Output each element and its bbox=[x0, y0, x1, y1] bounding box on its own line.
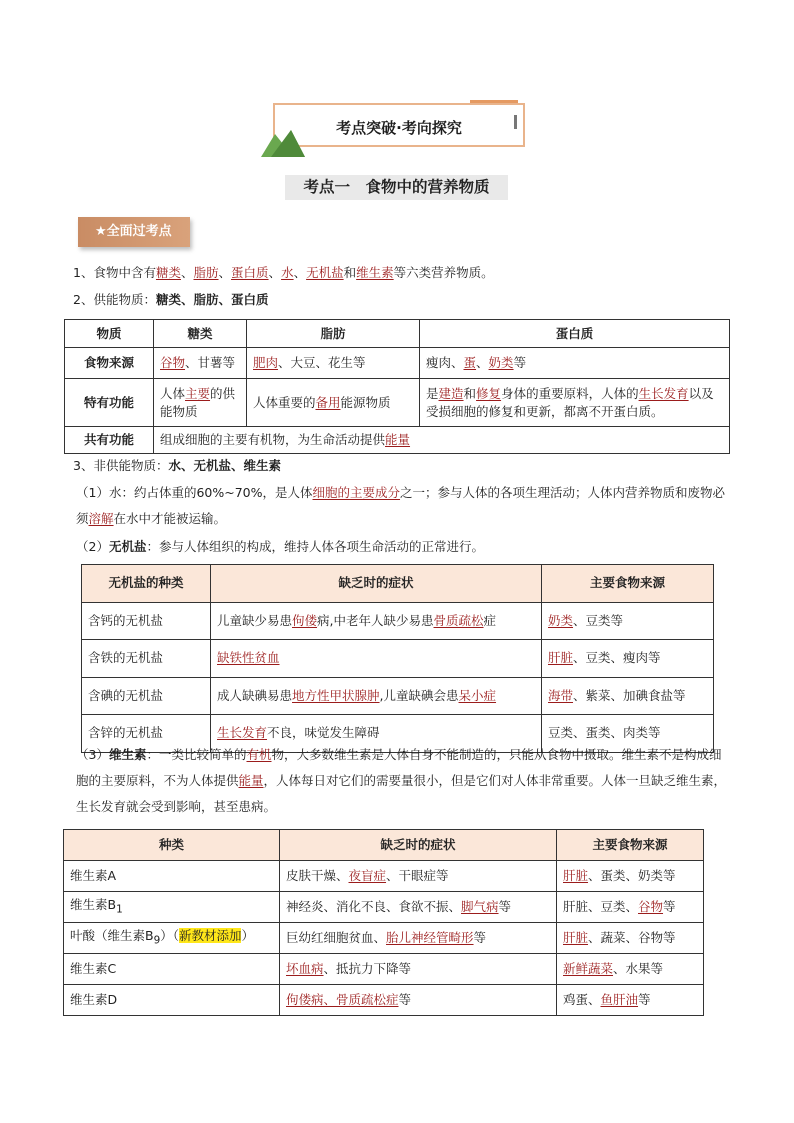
table-row bbox=[64, 954, 704, 985]
table-row bbox=[82, 602, 714, 640]
keyword: 缺铁性贫血 bbox=[217, 650, 280, 666]
keyword: 佝偻病、骨质疏松症 bbox=[286, 992, 399, 1007]
text: 、 bbox=[268, 265, 282, 280]
column-header: 糖类 bbox=[154, 320, 247, 348]
table-header-row bbox=[64, 830, 704, 861]
text: 症 bbox=[483, 612, 497, 628]
column-header: 脂肪 bbox=[247, 320, 420, 348]
table-cell bbox=[247, 348, 420, 379]
table-cell bbox=[557, 861, 704, 892]
text: 在水中才能被运输。 bbox=[113, 511, 227, 526]
text: 等 bbox=[398, 992, 412, 1007]
keyword: 佝偻 bbox=[292, 612, 318, 628]
table-row bbox=[82, 640, 714, 678]
table-header-row bbox=[82, 565, 714, 603]
text: 成人缺碘易患 bbox=[217, 687, 293, 703]
table-cell bbox=[280, 954, 557, 985]
bold-text: 无机盐 bbox=[108, 539, 147, 554]
keyword: 生长发育 bbox=[217, 725, 268, 741]
text: 、甘薯等 bbox=[185, 355, 236, 370]
keyword: 蛋 bbox=[463, 355, 477, 370]
keyword: 奶类 bbox=[548, 612, 574, 628]
bold-text: 水、无机盐、维生素 bbox=[168, 458, 281, 473]
keyword: 脚气病 bbox=[461, 899, 499, 914]
column-header: 无机盐的种类 bbox=[82, 565, 211, 603]
text: 等六类营养物质。 bbox=[393, 265, 494, 280]
text: 维生素B bbox=[70, 896, 117, 912]
keyword: 生长发育 bbox=[638, 385, 689, 401]
keyword: 新鲜蔬菜 bbox=[563, 961, 614, 976]
table-row bbox=[64, 861, 704, 892]
keyword: 呆小症 bbox=[458, 687, 497, 703]
section-banner bbox=[273, 103, 525, 147]
text: 是 bbox=[426, 385, 439, 401]
text: 等 bbox=[513, 355, 527, 370]
keyword: 溶解 bbox=[88, 511, 114, 526]
table-row bbox=[65, 427, 730, 454]
keyword: 胎儿神经管畸形 bbox=[386, 930, 474, 945]
table-header-row bbox=[65, 320, 730, 348]
table-cell bbox=[542, 677, 714, 715]
keyword: 肝脏 bbox=[563, 930, 589, 945]
text: 等 bbox=[473, 930, 487, 945]
text: ） bbox=[241, 927, 254, 943]
text: ,儿童缺碘会患 bbox=[379, 687, 459, 703]
energy-line bbox=[73, 290, 268, 310]
keyword: 脂肪 bbox=[193, 265, 219, 280]
text: 人体 bbox=[160, 385, 186, 401]
table-cell bbox=[247, 379, 420, 427]
row-header: 特有功能 bbox=[65, 379, 154, 427]
keyword: 肥肉 bbox=[253, 355, 279, 370]
bold-text: 糖类、脂肪、蛋白质 bbox=[155, 292, 269, 307]
text: （2） bbox=[76, 539, 109, 554]
text: ：参与人体组织的构成，维持人体各项生命活动的正常进行。 bbox=[146, 539, 484, 554]
keyword: 骨质疏松 bbox=[433, 612, 484, 628]
column-header: 主要食物来源 bbox=[557, 830, 704, 861]
keyword: 主要 bbox=[185, 385, 211, 401]
table-cell bbox=[542, 602, 714, 640]
table-cell bbox=[557, 923, 704, 954]
table-cell bbox=[280, 861, 557, 892]
text: 瘦肉、 bbox=[426, 355, 464, 370]
table-cell bbox=[211, 640, 542, 678]
text: 、紫菜、加碘食盐等 bbox=[573, 687, 686, 703]
table-cell bbox=[280, 892, 557, 923]
text: ：一类比较简单的 bbox=[146, 747, 247, 762]
star-icon: ★ bbox=[95, 224, 107, 239]
keyword: 修复 bbox=[476, 385, 502, 401]
keyword: 肝脏 bbox=[548, 650, 574, 666]
mountain-icon bbox=[261, 126, 305, 158]
text: 肝脏、豆类、 bbox=[563, 899, 639, 914]
keyword: 有机 bbox=[246, 747, 272, 762]
column-header: 缺乏时的症状 bbox=[211, 565, 542, 603]
text: 、 bbox=[180, 265, 194, 280]
text: 、蛋类、奶类等 bbox=[588, 868, 676, 883]
text: 、豆类、瘦肉等 bbox=[573, 650, 661, 666]
row-header: 食物来源 bbox=[65, 348, 154, 379]
keyword: 肝脏 bbox=[563, 868, 589, 883]
table-cell bbox=[280, 985, 557, 1016]
keyword: 地方性甲状腺肿 bbox=[292, 687, 380, 703]
keyword: 谷物 bbox=[160, 355, 186, 370]
text: 和 bbox=[463, 385, 477, 401]
text: 、豆类等 bbox=[573, 612, 624, 628]
text: 、水果等 bbox=[613, 961, 664, 976]
table-cell: 含锌的无机盐 bbox=[82, 715, 211, 753]
section-tag-label: 全面过考点 bbox=[106, 224, 172, 239]
section-tag bbox=[78, 217, 190, 247]
keyword: 能量 bbox=[238, 773, 264, 788]
keyword: 建造 bbox=[438, 385, 464, 401]
vitamin-paragraph bbox=[76, 742, 732, 820]
text: 、干眼症等 bbox=[386, 868, 449, 883]
text: ，人体每日对它们的需要量很小，但是它们对人体非常重要。人体一旦缺乏维生素，生长发育就会受到影响，甚至患病。 bbox=[76, 773, 727, 814]
table-row bbox=[65, 348, 730, 379]
text: 、大豆、花生等 bbox=[278, 355, 366, 370]
text: 儿童缺少易患 bbox=[217, 612, 293, 628]
nutrients-line bbox=[73, 263, 494, 283]
table-cell: 含铁的无机盐 bbox=[82, 640, 211, 678]
text: 等 bbox=[498, 899, 512, 914]
table-row bbox=[64, 985, 704, 1016]
text: 组成细胞的主要有机物，为生命活动提供 bbox=[160, 432, 386, 447]
table-cell bbox=[211, 677, 542, 715]
text: 的供能物质 bbox=[160, 385, 236, 419]
text: 以及受损细胞的修复和更新，都离不开蛋白质。 bbox=[426, 385, 714, 419]
text: 神经炎、消化不良、食欲不振、 bbox=[286, 899, 462, 914]
keyword: 水 bbox=[281, 265, 294, 280]
highlight-badge: 新教材添加 bbox=[178, 927, 242, 943]
keyword: 细胞的主要成分 bbox=[312, 485, 401, 500]
column-header: 蛋白质 bbox=[420, 320, 730, 348]
text: （3） bbox=[76, 747, 109, 762]
table-cell bbox=[420, 348, 730, 379]
non-energy-line bbox=[73, 456, 281, 476]
column-header: 缺乏时的症状 bbox=[280, 830, 557, 861]
table-cell: 维生素A bbox=[64, 861, 280, 892]
keyword: 坏血病 bbox=[286, 961, 324, 976]
text: 巨幼红细胞贫血、 bbox=[286, 930, 387, 945]
table-cell bbox=[280, 923, 557, 954]
keyword: 海带 bbox=[548, 687, 574, 703]
banner-title: 考点突破·考向探究 bbox=[336, 119, 462, 137]
text: 之一；参与人体的各项生理活动；人体内营养物质和废物必须 bbox=[76, 485, 726, 526]
text: 身体的重要原料，人体的 bbox=[501, 385, 639, 401]
text: 不良，味觉发生障碍 bbox=[267, 725, 380, 741]
keyword: 鱼肝油 bbox=[600, 992, 639, 1007]
energy-table bbox=[64, 319, 730, 454]
subscript: 1 bbox=[116, 903, 123, 916]
row-header: 共有功能 bbox=[65, 427, 154, 454]
text: 物，大多数维生素是人体自身不能制造的，只能从食物中摄取。维生素不是构成细胞的主要原料，不为人体提供 bbox=[76, 747, 722, 788]
text: 能源物质 bbox=[340, 394, 391, 410]
text: 等 bbox=[663, 899, 676, 914]
text: （1）水：约占体重的60%~70%，是人体 bbox=[76, 485, 313, 500]
text: 和 bbox=[343, 265, 357, 280]
table-row bbox=[64, 892, 704, 923]
text: 、 bbox=[476, 355, 489, 370]
keyword: 蛋白质 bbox=[231, 265, 269, 280]
text: 3、非供能物质： bbox=[73, 458, 169, 473]
banner-decoration-bar bbox=[514, 115, 517, 129]
keyword: 能量 bbox=[385, 432, 411, 447]
vitamin-table bbox=[63, 829, 704, 1016]
table-cell bbox=[154, 379, 247, 427]
text: 、抵抗力下降等 bbox=[323, 961, 412, 976]
text: 2、供能物质： bbox=[73, 292, 156, 307]
text: ）（ bbox=[160, 927, 179, 943]
column-header: 种类 bbox=[64, 830, 280, 861]
topic-title: 考点一 食物中的营养物质 bbox=[285, 175, 508, 200]
water-paragraph bbox=[76, 480, 726, 532]
table-row bbox=[65, 379, 730, 427]
table-cell bbox=[211, 602, 542, 640]
keyword: 奶类 bbox=[488, 355, 514, 370]
text: 病,中老年人缺少易患 bbox=[317, 612, 434, 628]
table-cell bbox=[557, 892, 704, 923]
keyword: 维生素 bbox=[356, 265, 394, 280]
table-cell bbox=[64, 923, 280, 954]
keyword: 夜盲症 bbox=[348, 868, 387, 883]
text: 、蔬菜、谷物等 bbox=[588, 930, 676, 945]
table-cell bbox=[154, 427, 730, 454]
mineral-table bbox=[81, 564, 714, 753]
text: 鸡蛋、 bbox=[563, 992, 601, 1007]
table-cell bbox=[557, 954, 704, 985]
table-cell bbox=[154, 348, 247, 379]
keyword: 无机盐 bbox=[306, 265, 344, 280]
table-cell bbox=[64, 892, 280, 923]
table-cell bbox=[557, 985, 704, 1016]
text: 人体重要的 bbox=[253, 394, 316, 410]
table-cell: 含碘的无机盐 bbox=[82, 677, 211, 715]
keyword: 备用 bbox=[315, 394, 341, 410]
column-header: 物质 bbox=[65, 320, 154, 348]
table-cell: 含钙的无机盐 bbox=[82, 602, 211, 640]
text: 、 bbox=[218, 265, 232, 280]
text: 等 bbox=[638, 992, 651, 1007]
table-row bbox=[64, 923, 704, 954]
keyword: 糖类 bbox=[155, 265, 181, 280]
keyword: 谷物 bbox=[638, 899, 664, 914]
table-cell bbox=[420, 379, 730, 427]
table-cell: 维生素C bbox=[64, 954, 280, 985]
text: 、 bbox=[293, 265, 307, 280]
table-cell bbox=[542, 640, 714, 678]
text: 叶酸（维生素B bbox=[70, 927, 154, 943]
column-header: 主要食物来源 bbox=[542, 565, 714, 603]
bold-text: 维生素 bbox=[108, 747, 147, 762]
salt-line bbox=[76, 537, 484, 557]
table-cell: 维生素D bbox=[64, 985, 280, 1016]
table-row bbox=[82, 677, 714, 715]
table-cell: 豆类、蛋类、肉类等 bbox=[542, 715, 714, 753]
subscript: 9 bbox=[153, 934, 161, 947]
text: 皮肤干燥、 bbox=[286, 868, 349, 883]
text: 1、食物中含有 bbox=[73, 265, 156, 280]
